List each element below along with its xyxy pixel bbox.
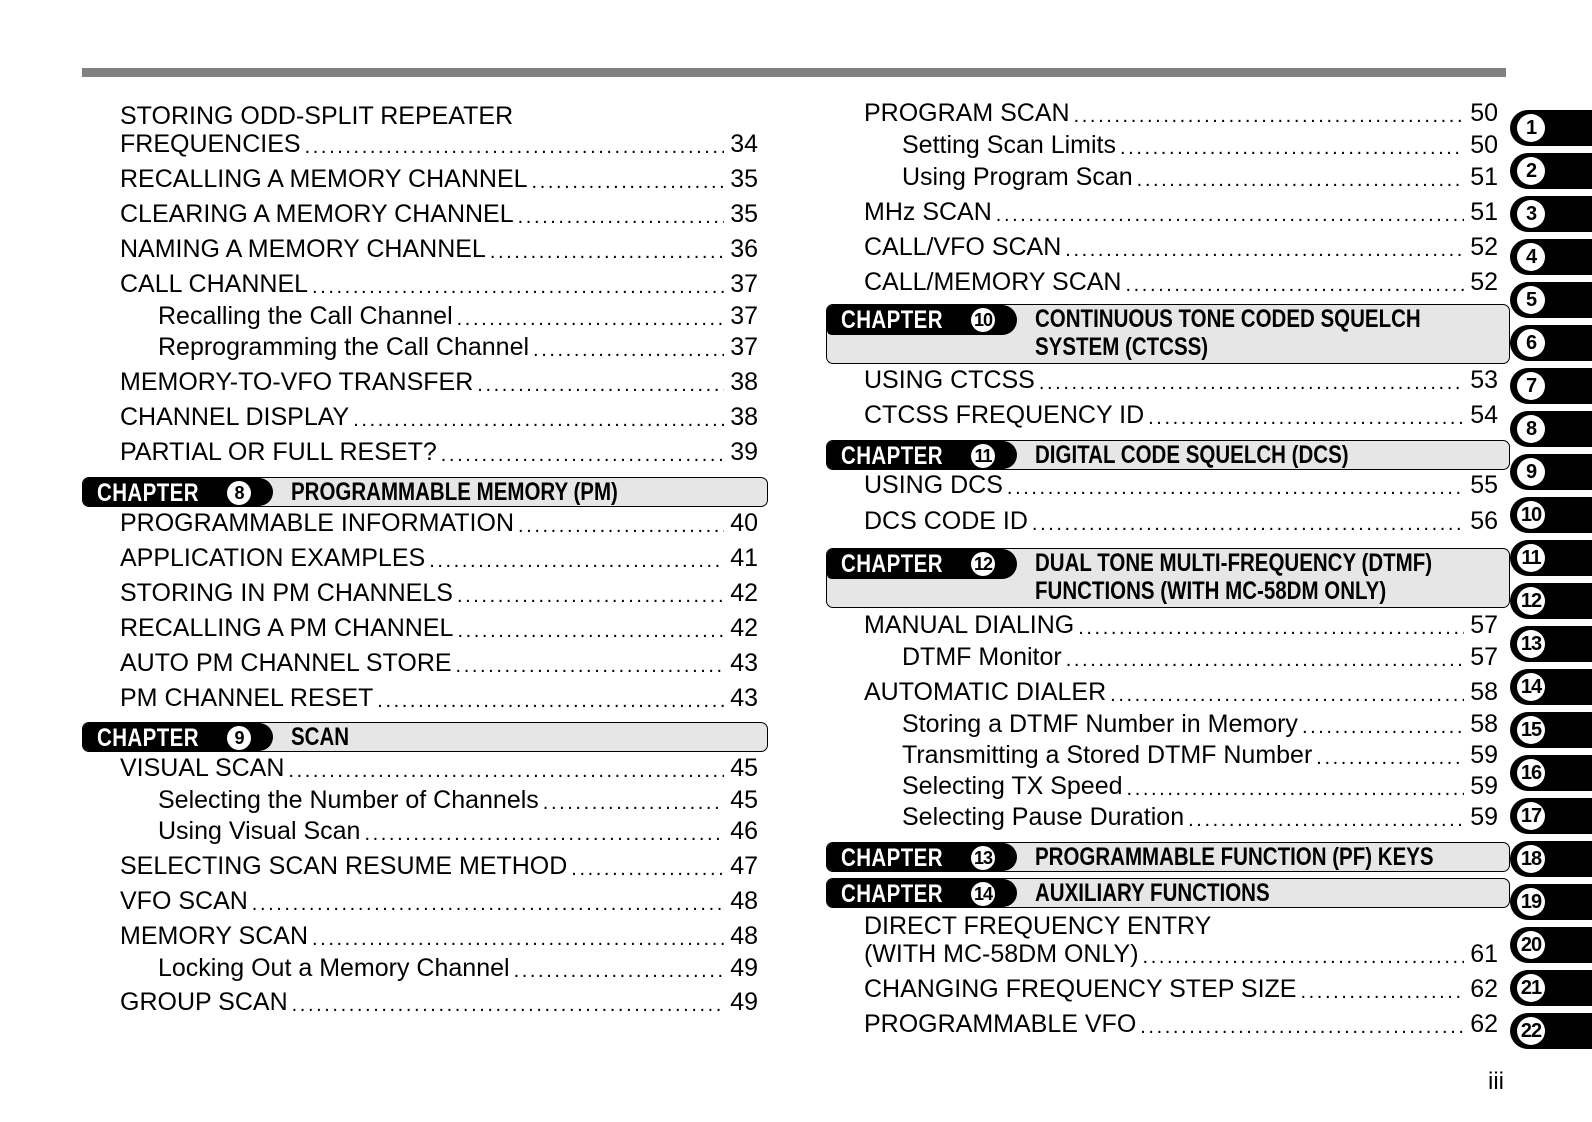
toc-subentry[interactable] [902,129,1498,161]
toc-entry-page: 52 [1470,233,1498,261]
toc-entry-title: Locking Out a Memory Channel [158,954,510,982]
toc-entry[interactable] [864,676,1498,708]
tab-number: 11 [1517,544,1545,572]
chapter-label: CHAPTER 9 [83,723,273,751]
leader-dots [1127,776,1465,802]
toc-subentry[interactable] [158,784,758,816]
toc-entry-title: RECALLING A PM CHANNEL [120,614,454,642]
page-number: iii [1488,1068,1504,1095]
toc-entry[interactable] [120,268,758,300]
toc-entry[interactable] [120,198,758,230]
chapter-tab-20[interactable] [1510,927,1592,963]
toc-entry-page: 57 [1470,643,1498,671]
chapter-label: CHAPTER 8 [83,478,273,506]
chapter-tab-11[interactable] [1510,540,1592,576]
toc-entry[interactable] [120,577,758,609]
chapter-tab-15[interactable] [1510,712,1592,748]
chapter-number-badge: 11 [971,444,995,468]
leader-dots [996,202,1464,228]
chapter-number-badge: 12 [971,552,995,576]
chapter-label: CHAPTER 10 [827,305,1017,335]
toc-entry-title: PROGRAM SCAN [864,99,1070,127]
chapter-tab-8[interactable] [1510,411,1592,447]
toc-entry-title: VISUAL SCAN [120,754,285,782]
toc-entry-title: Storing a DTMF Number in Memory [902,710,1298,738]
chapter-tab-19[interactable] [1510,884,1592,920]
toc-entry-page: 56 [1470,507,1498,535]
toc-subentry[interactable] [902,739,1498,771]
chapter-11-header[interactable] [826,440,1510,470]
toc-entry-title: GROUP SCAN [120,988,288,1016]
leader-dots [305,134,725,160]
tab-number: 16 [1517,759,1545,787]
tab-number: 15 [1517,716,1545,744]
toc-entry[interactable] [120,233,758,265]
leader-dots [532,169,725,195]
chapter-label: CHAPTER 12 [827,549,1017,579]
toc-entry-page: 35 [730,165,758,193]
toc-entry[interactable] [864,231,1498,263]
leader-dots [1007,475,1464,501]
chapter-tab-12[interactable] [1510,583,1592,619]
toc-entry-title: AUTO PM CHANNEL STORE [120,649,452,677]
chapter-title-line1: DUAL TONE MULTI-FREQUENCY (DTMF) [1035,549,1433,577]
toc-entry-line1: DIRECT FREQUENCY ENTRY [864,912,1212,940]
toc-entry-page: 34 [730,130,758,158]
tab-number: 2 [1517,157,1545,185]
toc-entry-title: PROGRAMMABLE INFORMATION [120,509,515,537]
tab-number: 5 [1517,286,1545,314]
leader-dots [1032,511,1464,537]
toc-entry-page: 59 [1470,741,1498,769]
toc-entry-title: MANUAL DIALING [864,611,1075,639]
toc-entry-page: 45 [730,754,758,782]
chapter-tab-21[interactable] [1510,970,1592,1006]
chapter-tab-9[interactable] [1510,454,1592,490]
toc-entry[interactable] [120,163,758,195]
leader-dots [1065,237,1464,263]
leader-dots [518,204,725,230]
toc-subentry[interactable] [158,815,758,847]
toc-entry-page: 37 [730,333,758,361]
leader-dots [477,372,724,398]
leader-dots [1302,714,1464,740]
leader-dots [457,618,724,644]
chapter-tab-22[interactable] [1510,1013,1592,1049]
toc-entry[interactable] [120,542,758,574]
toc-entry-title: Selecting the Number of Channels [158,786,539,814]
toc-entry-title: VFO SCAN [120,887,248,915]
toc-entry-title: NAMING A MEMORY CHANNEL [120,235,486,263]
toc-entry-line1: STORING ODD-SPLIT REPEATER [120,102,514,130]
toc-entry-title: Selecting Pause Duration [902,803,1185,831]
toc-entry[interactable] [864,469,1498,501]
toc-entry[interactable] [120,436,758,468]
toc-entry[interactable] [864,973,1498,1005]
toc-entry-title: CTCSS FREQUENCY ID [864,401,1145,429]
leader-dots [1078,615,1464,641]
chapter-14-header[interactable] [826,878,1510,908]
tab-number: 6 [1517,329,1545,357]
toc-entry-page: 39 [730,438,758,466]
toc-entry[interactable] [120,850,758,882]
chapter-label: CHAPTER 14 [827,879,1017,907]
toc-entry-page: 51 [1470,198,1498,226]
tab-number: 1 [1517,114,1545,142]
toc-entry-page: 58 [1470,710,1498,738]
tab-number: 17 [1517,802,1545,830]
chapter-number-badge: 13 [971,846,995,870]
toc-entry-page: 42 [730,579,758,607]
toc-entry-page: 59 [1470,772,1498,800]
toc-entry[interactable] [864,196,1498,228]
chapter-tab-1[interactable] [1510,110,1592,146]
toc-entry-page: 51 [1470,163,1498,191]
toc-subentry[interactable] [158,331,758,363]
toc-entry[interactable] [864,609,1498,641]
tab-number: 9 [1517,458,1545,486]
chapter-title: PROGRAMMABLE MEMORY (PM) [291,478,618,506]
toc-entry-page: 41 [730,544,758,572]
tab-number: 21 [1517,974,1545,1002]
toc-entry-title: APPLICATION EXAMPLES [120,544,426,572]
toc-entry-title: PARTIAL OR FULL RESET? [120,438,437,466]
toc-entry-title: USING DCS [864,471,1003,499]
chapter-tab-5[interactable] [1510,282,1592,318]
chapter-12-header[interactable] [826,548,1510,608]
toc-entry-title: PROGRAMMABLE VFO [864,1010,1137,1038]
toc-entry-page: 40 [730,509,758,537]
toc-entry-title: CLEARING A MEMORY CHANNEL [120,200,514,228]
toc-subentry[interactable] [902,801,1498,833]
toc-entry[interactable] [864,364,1498,396]
chapter-tab-4[interactable] [1510,239,1592,275]
toc-entry-page: 37 [730,270,758,298]
toc-entry[interactable] [120,682,758,714]
leader-dots [1188,807,1464,833]
leader-dots [441,442,724,468]
toc-entry[interactable] [120,647,758,679]
toc-entry-page: 48 [730,922,758,950]
chapter-9-header[interactable] [82,722,768,752]
chapter-tab-13[interactable] [1510,626,1592,662]
toc-entry-page: 47 [730,852,758,880]
tab-number: 18 [1517,845,1545,873]
toc-entry-title: Reprogramming the Call Channel [158,333,530,361]
toc-entry-title: DTMF Monitor [902,643,1062,671]
toc-entry-title: PM CHANNEL RESET [120,684,374,712]
toc-entry-title: Setting Scan Limits [902,131,1116,159]
toc-entry-page: 53 [1470,366,1498,394]
toc-entry-page: 35 [730,200,758,228]
toc-entry-page: 50 [1470,131,1498,159]
leader-dots [1120,135,1464,161]
toc-entry-page: 42 [730,614,758,642]
toc-entry-title: Recalling the Call Channel [158,302,453,330]
chapter-title-line1: CONTINUOUS TONE CODED SQUELCH [1035,305,1421,333]
leader-dots [571,856,724,882]
tab-number: 22 [1517,1017,1545,1045]
toc-entry[interactable] [120,752,758,784]
toc-entry-title: AUTOMATIC DIALER [864,678,1107,706]
toc-subentry[interactable] [902,161,1498,193]
toc-entry-page: 49 [730,988,758,1016]
tab-number: 19 [1517,888,1545,916]
leader-dots [312,926,724,952]
toc-entry-title: CHANNEL DISPLAY [120,403,350,431]
leader-dots [1125,272,1464,298]
leader-dots [1137,167,1465,193]
toc-entry-page: 48 [730,887,758,915]
leader-dots [514,958,725,984]
chapter-title: SCAN [291,723,350,751]
toc-entry-page: 43 [730,649,758,677]
toc-entry[interactable] [864,938,1498,970]
toc-entry-title: RECALLING A MEMORY CHANNEL [120,165,528,193]
toc-entry-title: CALL CHANNEL [120,270,309,298]
chapter-title-line2: SYSTEM (CTCSS) [1035,333,1209,361]
leader-dots [353,407,724,433]
toc-entry-page: 45 [730,786,758,814]
chapter-13-header[interactable] [826,842,1510,872]
toc-entry-title: DCS CODE ID [864,507,1028,535]
tab-number: 4 [1517,243,1545,271]
toc-entry-page: 62 [1470,975,1498,1003]
leader-dots [377,688,724,714]
toc-entry-page: 46 [730,817,758,845]
chapter-tab-17[interactable] [1510,798,1592,834]
tab-number: 20 [1517,931,1545,959]
leader-dots [1143,944,1465,970]
leader-dots [518,513,724,539]
toc-subentry[interactable] [158,952,758,984]
chapter-label: CHAPTER 13 [827,843,1017,871]
leader-dots [457,583,724,609]
toc-entry-title: SELECTING SCAN RESUME METHOD [120,852,568,880]
toc-subentry[interactable] [902,708,1498,740]
toc-entry-title: CHANGING FREQUENCY STEP SIZE [864,975,1297,1003]
leader-dots [288,758,724,784]
toc-entry-title: (WITH MC-58DM ONLY) [864,940,1139,968]
toc-entry-page: 57 [1470,611,1498,639]
leader-dots [1140,1014,1464,1040]
leader-dots [543,790,724,816]
chapter-title: DIGITAL CODE SQUELCH (DCS) [1035,441,1349,469]
leader-dots [533,337,724,363]
toc-entry-page: 50 [1470,99,1498,127]
toc-entry-title: USING CTCSS [864,366,1035,394]
chapter-tab-18[interactable] [1510,841,1592,877]
toc-entry-title: MEMORY-TO-VFO TRANSFER [120,368,474,396]
toc-entry-page: 52 [1470,268,1498,296]
leader-dots [1039,370,1464,396]
chapter-tab-6[interactable] [1510,325,1592,361]
toc-entry-page: 55 [1470,471,1498,499]
toc-entry-page: 54 [1470,401,1498,429]
toc-entry[interactable] [864,97,1498,129]
leader-dots [1066,647,1464,673]
toc-subentry[interactable] [902,770,1498,802]
tab-number: 13 [1517,630,1545,658]
chapter-number-badge: 14 [971,882,995,906]
chapter-8-header[interactable] [82,477,768,507]
tab-number: 7 [1517,372,1545,400]
chapter-number-badge: 10 [971,308,995,332]
toc-entry[interactable] [120,507,758,539]
toc-entry-title: Transmitting a Stored DTMF Number [902,741,1313,769]
toc-entry-page: 37 [730,302,758,330]
toc-entry-page: 38 [730,403,758,431]
tab-number: 10 [1517,501,1545,529]
toc-entry-page: 58 [1470,678,1498,706]
leader-dots [312,274,724,300]
toc-entry-title: Using Program Scan [902,163,1133,191]
toc-entry[interactable] [120,128,758,160]
toc-entry[interactable] [120,986,758,1018]
chapter-tab-7[interactable] [1510,368,1592,404]
leader-dots [1316,745,1464,771]
toc-entry-title: CALL/MEMORY SCAN [864,268,1122,296]
toc-entry[interactable] [120,366,758,398]
chapter-title-line2: FUNCTIONS (WITH MC-58DM ONLY) [1035,577,1387,605]
toc-entry-page: 61 [1470,940,1498,968]
toc-subentry[interactable] [902,641,1498,673]
toc-entry-page: 36 [730,235,758,263]
tab-number: 3 [1517,200,1545,228]
leader-dots [292,992,725,1018]
toc-entry-title: Using Visual Scan [158,817,361,845]
top-rule [82,68,1506,77]
toc-entry-title: MEMORY SCAN [120,922,309,950]
leader-dots [429,548,724,574]
chapter-title: AUXILIARY FUNCTIONS [1035,879,1270,907]
toc-subentry[interactable] [158,300,758,332]
chapter-tab-2[interactable] [1510,153,1592,189]
toc-entry[interactable] [120,612,758,644]
toc-entry-title: MHz SCAN [864,198,992,226]
toc-entry-page: 49 [730,954,758,982]
leader-dots [1300,979,1464,1005]
toc-entry-page: 62 [1470,1010,1498,1038]
chapter-label: CHAPTER 11 [827,441,1017,469]
toc-entry[interactable] [864,266,1498,298]
chapter-title: PROGRAMMABLE FUNCTION (PF) KEYS [1035,843,1434,871]
leader-dots [1148,405,1464,431]
toc-entry[interactable] [864,399,1498,431]
toc-entry-page: 43 [730,684,758,712]
tab-number: 14 [1517,673,1545,701]
toc-entry-title: STORING IN PM CHANNELS [120,579,453,607]
chapter-number-badge: 9 [227,726,251,750]
chapter-tab-3[interactable] [1510,196,1592,232]
tab-number: 12 [1517,587,1545,615]
chapter-tab-14[interactable] [1510,669,1592,705]
toc-entry-page: 59 [1470,803,1498,831]
toc-entry[interactable] [120,401,758,433]
toc-entry[interactable] [864,1008,1498,1040]
toc-entry-title: FREQUENCIES [120,130,301,158]
leader-dots [1074,103,1465,129]
toc-entry[interactable] [120,885,758,917]
leader-dots [1110,682,1464,708]
chapter-tab-10[interactable] [1510,497,1592,533]
leader-dots [456,653,725,679]
leader-dots [252,891,724,917]
chapter-number-badge: 8 [227,481,251,505]
toc-entry[interactable] [120,920,758,952]
chapter-10-header[interactable] [826,304,1510,364]
toc-entry-page: 38 [730,368,758,396]
leader-dots [490,239,724,265]
tab-number: 8 [1517,415,1545,443]
leader-dots [364,821,724,847]
toc-entry-title: CALL/VFO SCAN [864,233,1062,261]
toc-entry-title: Selecting TX Speed [902,772,1123,800]
leader-dots [457,306,725,332]
chapter-tab-16[interactable] [1510,755,1592,791]
toc-entry[interactable] [864,505,1498,537]
